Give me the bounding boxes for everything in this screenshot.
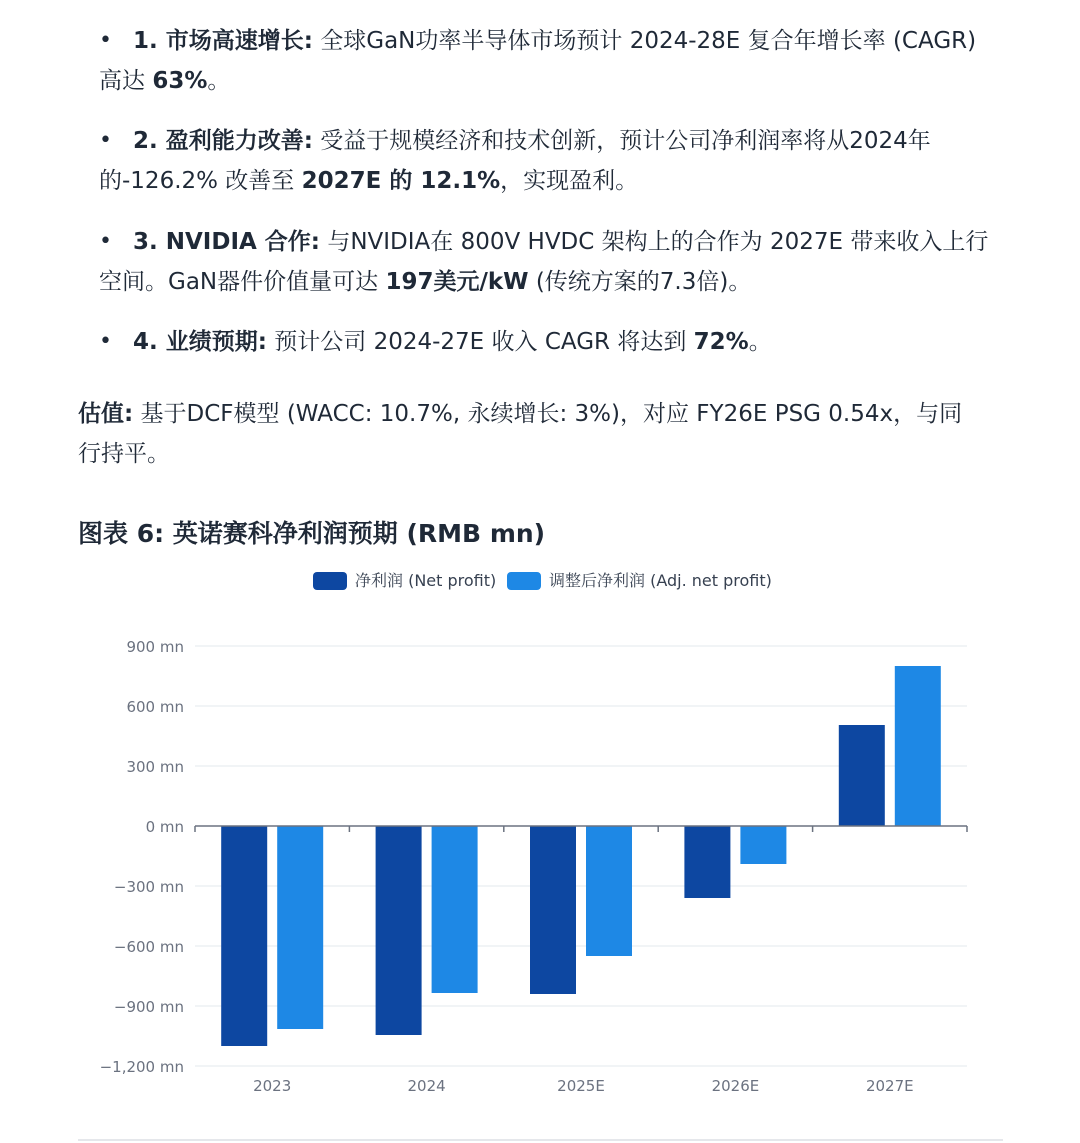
bullet-heading: 2. 盈利能力改善:: [133, 128, 313, 154]
y-tick-label: −900 mn: [113, 998, 184, 1016]
divider: [78, 1139, 1003, 1141]
bullet-dot: •: [99, 329, 112, 354]
y-tick-label: 0 mn: [145, 818, 184, 836]
bullet-highlight: 63%: [152, 68, 208, 94]
x-tick-label: 2023: [253, 1077, 292, 1095]
bar-net-profit-2026E: [684, 826, 730, 898]
bar-chart: [0, 600, 1080, 1120]
bar-net-profit-2024: [376, 826, 422, 1035]
bullet-text: 的-126.2% 改善至: [99, 168, 302, 194]
bullet-text: 受益于规模经济和技术创新，预计公司净利润率将从2024年: [312, 128, 931, 154]
valuation-text: 基于DCF模型 (WACC: 10.7%, 永续增长: 3%)，对应 FY26E PSG 0.54x，与同: [133, 401, 963, 427]
legend-label: 调整后净利润 (Adj. net profit): [549, 571, 772, 590]
bar-adj-net-profit-2027E: [895, 666, 941, 826]
bullet-text: 。: [748, 329, 772, 355]
x-tick-label: 2026E: [711, 1077, 760, 1095]
bar-net-profit-2027E: [839, 725, 885, 826]
bullet-highlight: 72%: [693, 329, 749, 355]
bullet-highlight: 2027E 的 12.1%: [301, 168, 501, 194]
bullet-text: (传统方案的7.3倍)。: [528, 269, 752, 295]
valuation-text: 行持平。: [78, 441, 170, 467]
legend-swatch: [507, 572, 541, 590]
chart-title: 图表 6: 英诺赛科净利润预期 (RMB mn): [78, 519, 546, 548]
y-tick-label: 600 mn: [126, 698, 184, 716]
bar-net-profit-2025E: [530, 826, 576, 994]
bullet-text: 全球GaN功率半导体市场预计 2024-28E 复合年增长率 (CAGR): [312, 28, 977, 54]
bullet-dot: •: [99, 128, 112, 153]
bullet-text: 。: [207, 68, 231, 94]
bullet-text: 与NVIDIA在 800V HVDC 架构上的合作为 2027E 带来收入上行: [320, 229, 989, 255]
y-tick-label: −1,200 mn: [99, 1058, 184, 1076]
x-tick-label: 2027E: [865, 1077, 914, 1095]
y-tick-label: −300 mn: [113, 878, 184, 896]
valuation-paragraph: [78, 394, 1008, 474]
legend-swatch: [313, 572, 347, 590]
bullet-highlight: 197美元/kW: [385, 269, 529, 295]
bullet-text: 空间。GaN器件价值量可达: [99, 269, 386, 295]
y-tick-label: 900 mn: [126, 638, 184, 656]
bullet-dot: •: [99, 28, 112, 53]
bar-adj-net-profit-2023: [277, 826, 323, 1029]
bar-adj-net-profit-2024: [432, 826, 478, 993]
bullet-dot: •: [99, 229, 112, 254]
legend-label: 净利润 (Net profit): [355, 571, 497, 590]
x-tick-label: 2024: [407, 1077, 446, 1095]
y-tick-label: −600 mn: [113, 938, 184, 956]
bar-adj-net-profit-2025E: [586, 826, 632, 956]
bullet-text: 高达: [99, 68, 153, 94]
bullet-text: ，实现盈利。: [500, 168, 639, 194]
bullet-text: 预计公司 2024-27E 收入 CAGR 将达到: [266, 329, 694, 355]
bullet-heading: 1. 市场高速增长:: [133, 28, 313, 54]
x-tick-label: 2025E: [557, 1077, 605, 1095]
bar-net-profit-2023: [221, 826, 267, 1046]
bullet-heading: 4. 业绩预期:: [133, 329, 267, 355]
bullet-heading: 3. NVIDIA 合作:: [133, 229, 321, 255]
y-tick-label: 300 mn: [126, 758, 184, 776]
bar-adj-net-profit-2026E: [740, 826, 786, 864]
valuation-heading: 估值:: [78, 401, 134, 427]
